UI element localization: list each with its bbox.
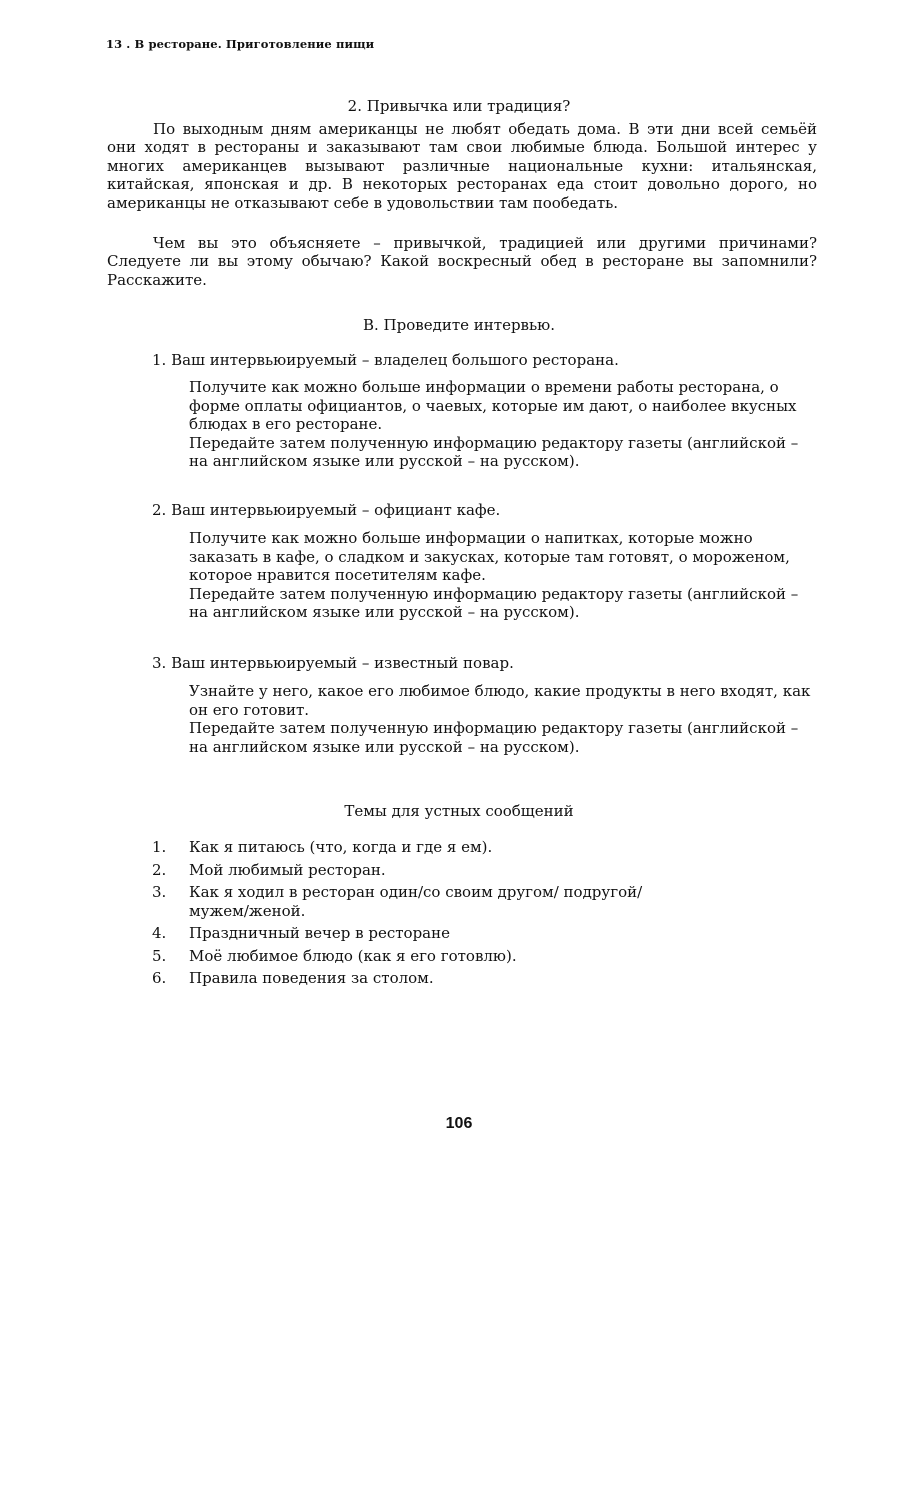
list-item-number: 2. bbox=[152, 860, 167, 879]
interview-item-2-report: Передайте затем полученную информацию редактору газеты (английской – на английском языке или русской – на русском). bbox=[189, 584, 799, 621]
interview-item-1-body bbox=[189, 378, 819, 471]
interview-item-3-heading: 3. Ваш интервьюируемый – известный повар. bbox=[152, 654, 514, 672]
list-item bbox=[152, 838, 672, 857]
list-item-number: 3. bbox=[152, 883, 167, 901]
section-title-habit: 2. Привычка или традиция? bbox=[347, 97, 571, 115]
interview-item-1-report: Передайте затем полученную информацию редактору газеты (английской – на английском языке или русской – на русском). bbox=[189, 433, 799, 470]
paragraph-habit-1: По выходным дням американцы не любят обедать дома. В эти дни всей семьёй они ходят в рестораны и заказывают там свои любимые блюда. Большой интерес у многих американцев вызывают различные национальные кухни: итальянская, китайская, японская и др. В некоторых ресторанах еда стоит довольно дорого, но американцы не отказывают себе в удовольствии там пообедать. bbox=[107, 120, 817, 212]
interview-item-1-heading: 1. Ваш интервьюируемый – владелец большого ресторана. bbox=[152, 351, 619, 369]
list-item bbox=[152, 924, 672, 943]
list-item-text: Как я ходил в ресторан один/со своим другом/ подругой/мужем/женой. bbox=[189, 883, 643, 920]
running-header: 13 . В ресторане. Приготовление пищи bbox=[106, 37, 375, 51]
interview-item-3-report: Передайте затем полученную информацию редактору газеты (английской – на английском языке или русской – на русском). bbox=[189, 719, 799, 756]
topics-list bbox=[152, 838, 672, 992]
list-item-text: Праздничный вечер в ресторане bbox=[189, 924, 450, 942]
list-item bbox=[152, 861, 672, 880]
section-title-interview: В. Проведите интервью. bbox=[363, 316, 555, 334]
list-item bbox=[152, 969, 672, 988]
interview-item-1-task: Получите как можно больше информации о времени работы ресторана, о форме оплаты официантов, о чаевых, которые им дают, о наиболее вкусных блюдах в его ресторане. bbox=[189, 378, 797, 433]
interview-item-3-body bbox=[189, 682, 819, 756]
list-item-number: 5. bbox=[152, 946, 167, 965]
interview-item-2-heading: 2. Ваш интервьюируемый – официант кафе. bbox=[152, 501, 501, 519]
list-item bbox=[152, 947, 672, 966]
section-title-topics: Темы для устных сообщений bbox=[344, 802, 574, 820]
list-item bbox=[152, 883, 672, 920]
list-item-text: Моё любимое блюдо (как я его готовлю). bbox=[189, 946, 517, 965]
list-item-number: 1. bbox=[152, 838, 167, 856]
paragraph-habit-2: Чем вы это объясняете – привычкой, традицией или другими причинами? Следуете ли вы этому обычаю? Какой воскресный обед в ресторане вы запомнили? Расскажите. bbox=[107, 234, 817, 289]
list-item-text: Как я питаюсь (что, когда и где я ем). bbox=[189, 838, 493, 856]
list-item-number: 4. bbox=[152, 924, 167, 942]
page-number: 106 bbox=[445, 1115, 473, 1132]
interview-item-3-task: Узнайте у него, какое его любимое блюдо, какие продукты в него входят, как он его готовит. bbox=[189, 682, 811, 719]
interview-item-2-body bbox=[189, 529, 819, 622]
list-item-text: Правила поведения за столом. bbox=[189, 969, 434, 987]
list-item-text: Мой любимый ресторан. bbox=[189, 860, 386, 879]
interview-item-2-task: Получите как можно больше информации о напитках, которые можно заказать в кафе, о сладком и закусках, которые там готовят, о мороженом, которое нравится посетителям кафе. bbox=[189, 529, 790, 584]
list-item-number: 6. bbox=[152, 969, 167, 987]
